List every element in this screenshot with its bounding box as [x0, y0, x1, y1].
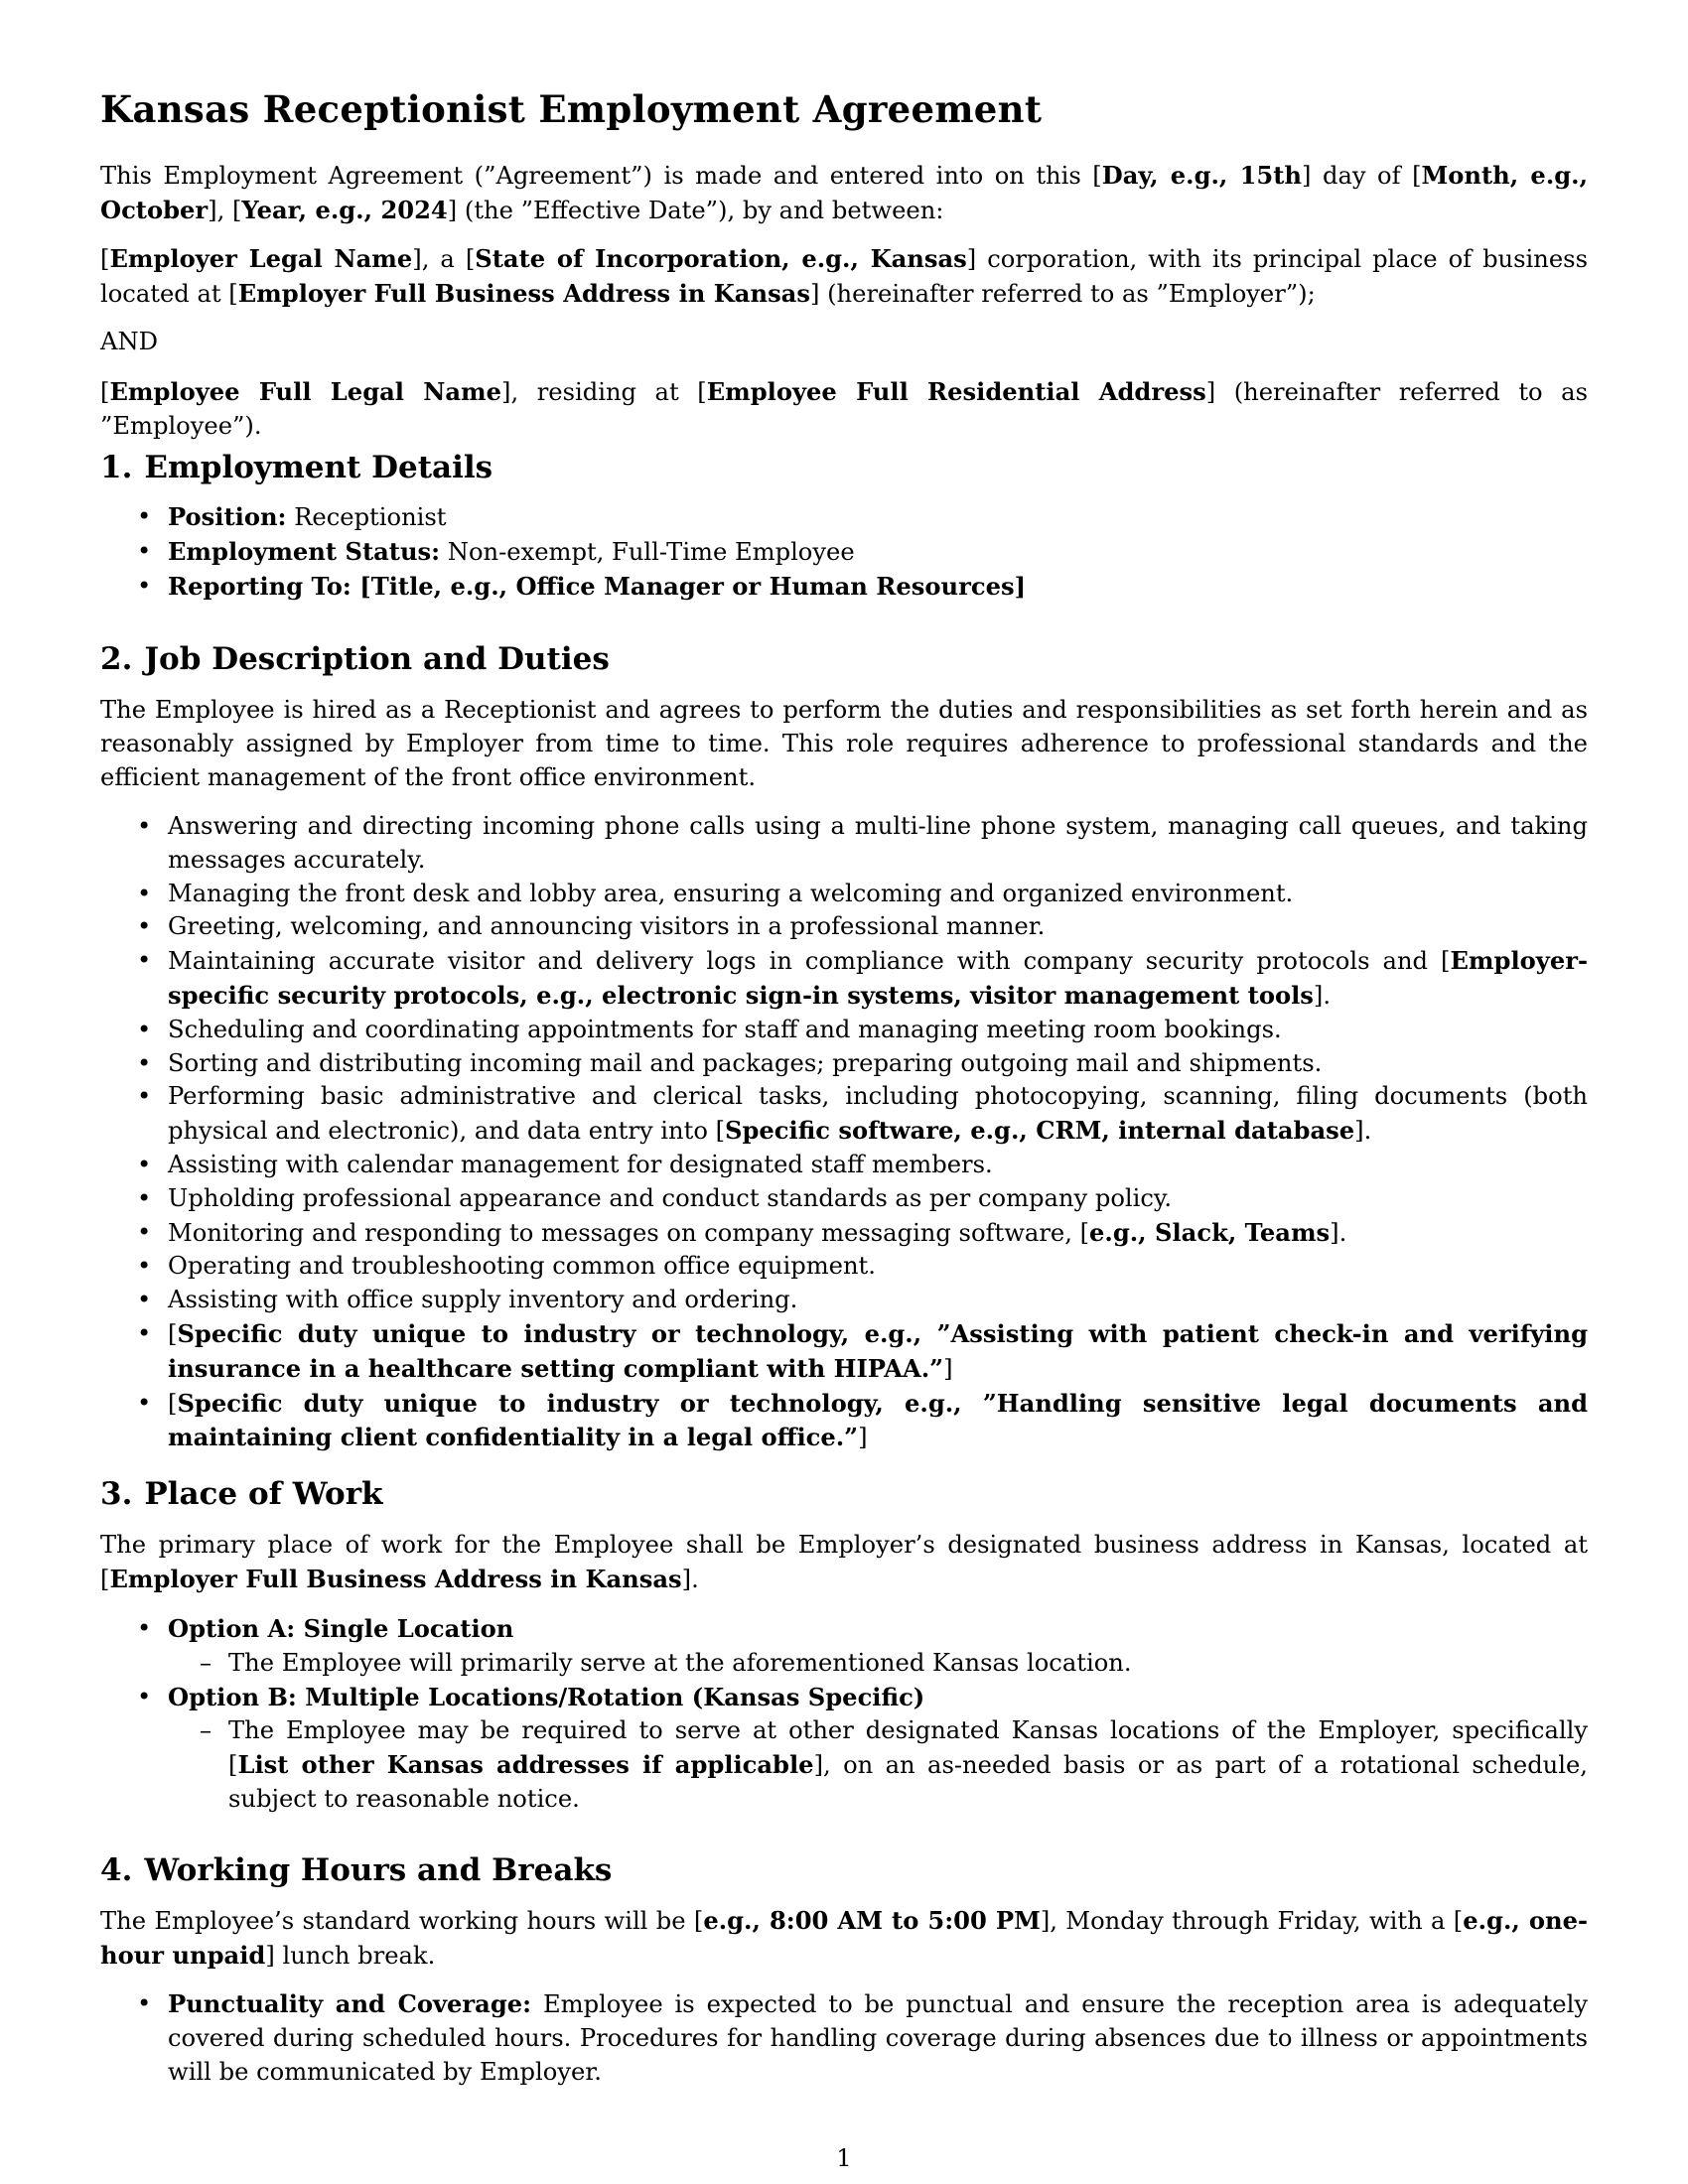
list-item: • Maintaining accurate visitor and delivery logs in compliance with company security protocols and [Employer-specific security protocols, e.g., electronic sign-in systems, visitor management tools].	[100, 944, 1588, 1014]
list-item: • Operating and troubleshooting common office equipment.	[100, 1250, 1588, 1284]
list-item: • Monitoring and responding to messages on company messaging software, [e.g., Slack, Teams].	[100, 1216, 1588, 1251]
list-item: • Greeting, welcoming, and announcing visitors in a professional manner.	[100, 910, 1588, 944]
option-a-sublist	[168, 1647, 1588, 1681]
document-title: Kansas Receptionist Employment Agreement	[100, 87, 1043, 131]
list-item: • Upholding professional appearance and conduct standards as per company policy.	[100, 1182, 1588, 1216]
list-item: • Sorting and distributing incoming mail and packages; preparing outgoing mail and shipments.	[100, 1047, 1588, 1081]
section-heading-employment-details: 1. Employment Details	[100, 450, 493, 485]
intro-paragraph: This Employment Agreement (”Agreement”) is made and entered into on this [Day, e.g., 15th] day of [Month, e.g., October], [Year, e.g., 2024] (the ”Effective Date”), by and between:	[100, 161, 1588, 224]
section-heading-place-of-work: 3. Place of Work	[100, 1476, 383, 1512]
list-item: • Performing basic administrative and clerical tasks, including photocopying, scanning, filing documents (both physical and electronic), and data entry into [Specific software, e.g., CRM, internal database].	[100, 1080, 1588, 1149]
place-options-list	[100, 1612, 1588, 1817]
sub-list-item: – The Employee will primarily serve at the aforementioned Kansas location.	[168, 1647, 1588, 1681]
page-number: 1	[836, 2144, 852, 2172]
employment-details-list	[100, 500, 1588, 604]
and-line: AND	[100, 328, 159, 355]
list-item: • Punctuality and Coverage: Employee is expected to be punctual and ensure the reception area is adequately covered during scheduled hours. Procedures for handling coverage during absences due to illness or appointments will be communicated by Employer.	[100, 1987, 1588, 2089]
employer-paragraph: [Employer Legal Name], a [State of Incorporation, e.g., Kansas] corporation, with its principal place of business located at [Employer Full Business Address in Kansas] (hereinafter referred to as ”Employer”);	[100, 244, 1588, 308]
list-item: • Reporting To: [Title, e.g., Office Manager or Human Resources]	[100, 570, 1588, 605]
duties-list	[100, 810, 1588, 1455]
option-b-sublist	[168, 1714, 1588, 1816]
list-item: • [Specific duty unique to industry or technology, e.g., ”Assisting with patient check-in and verifying insurance in a healthcare setting compliant with HIPAA.”]	[100, 1317, 1588, 1387]
list-item: • Answering and directing incoming phone calls using a multi-line phone system, managing call queues, and taking messages accurately.	[100, 810, 1588, 878]
list-item: • Managing the front desk and lobby area, ensuring a welcoming and organized environment.	[100, 878, 1588, 911]
employee-paragraph: [Employee Full Legal Name], residing at [Employee Full Residential Address] (hereinafter referred to as ”Employee”).	[100, 377, 1589, 440]
section-heading-job-description: 2. Job Description and Duties	[100, 641, 610, 677]
list-item: • Assisting with calendar management for designated staff members.	[100, 1149, 1588, 1182]
list-item: • Position: Receptionist	[100, 500, 1588, 535]
list-item: • Employment Status: Non-exempt, Full-Time Employee	[100, 535, 1588, 570]
sub-list-item: – The Employee may be required to serve at other designated Kansas locations of the Employer, specifically [List other Kansas addresses if applicable], on an as-needed basis or as part of a rotational schedule, subject to reasonable notice.	[168, 1714, 1588, 1816]
list-item: • Scheduling and coordinating appointments for staff and managing meeting room bookings.	[100, 1014, 1588, 1047]
section-heading-working-hours: 4. Working Hours and Breaks	[100, 1852, 613, 1888]
job-description-paragraph: The Employee is hired as a Receptionist and agrees to perform the duties and responsibilities as set forth herein and as reasonably assigned by Employer from time to time. This role requires adherence to professional standards and the efficient management of the front office environment.	[100, 696, 1588, 791]
list-item: • Option A: Single Location – The Employee will primarily serve at the aforementioned Kansas location.	[100, 1612, 1588, 1681]
working-hours-paragraph: The Employee’s standard working hours will be [e.g., 8:00 AM to 5:00 PM], Monday through Friday, with a [e.g., one-hour unpaid] lunch break.	[100, 1906, 1588, 1970]
working-hours-list	[100, 1987, 1588, 2089]
place-of-work-paragraph: The primary place of work for the Employee shall be Employer’s designated business address in Kansas, located at [Employer Full Business Address in Kansas].	[100, 1531, 1588, 1593]
list-item: • Assisting with office supply inventory and ordering.	[100, 1284, 1588, 1317]
list-item: • Option B: Multiple Locations/Rotation (Kansas Specific) – The Employee may be required to serve at other designated Kansas locations of the Employer, specifically [List other Kansas addresses if applicable], on an as-needed basis or as part of a rotational schedule, subject to reasonable notice.	[100, 1681, 1588, 1817]
list-item: • [Specific duty unique to industry or technology, e.g., ”Handling sensitive legal documents and maintaining client confidentiality in a legal office.”]	[100, 1387, 1588, 1456]
